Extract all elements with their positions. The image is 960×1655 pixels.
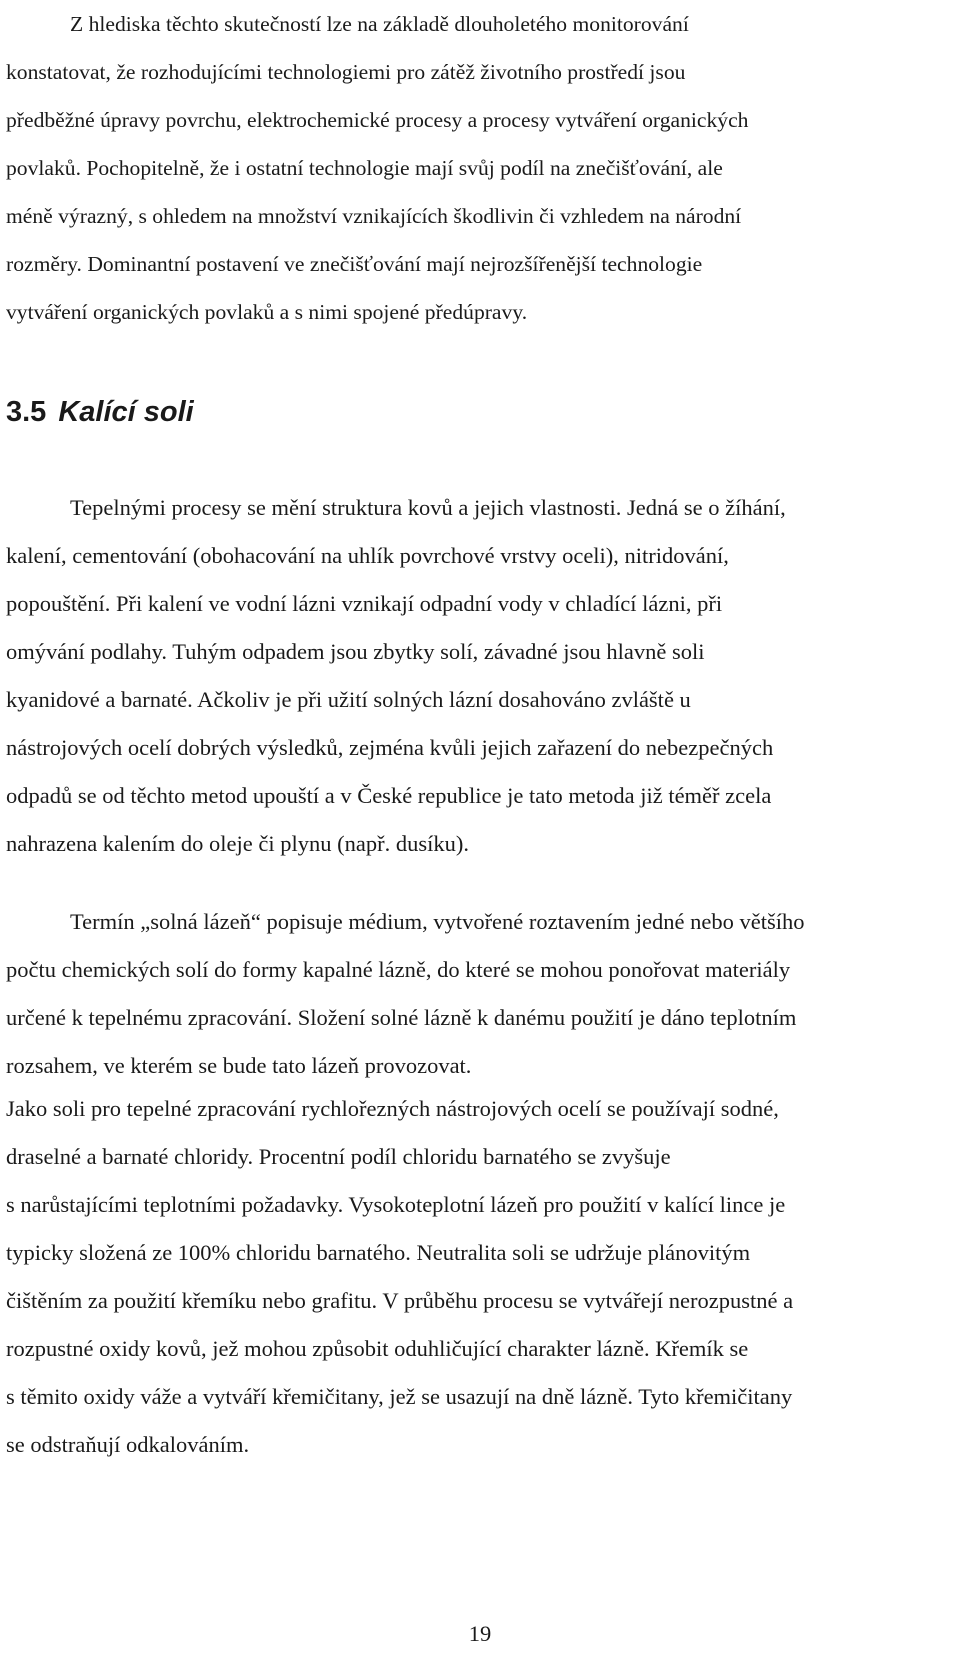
text-line: méně výrazný, s ohledem na množství vznikajících škodlivin či vzhledem na národní <box>6 204 742 228</box>
text-line: odpadů se od těchto metod upouští a v České republice je tato metoda již téměř zcela <box>6 783 772 808</box>
text-line: Jako soli pro tepelné zpracování rychlořezných nástrojových ocelí se používají sodné, <box>6 1096 779 1121</box>
text-line: kalení, cementování (obohacování na uhlík povrchové vrstvy oceli), nitridování, <box>6 543 729 568</box>
paragraph-heat-treatment <box>6 484 954 868</box>
page-number: 19 <box>468 1621 492 1646</box>
paragraph-salt-composition <box>6 1085 954 1469</box>
section-title: Kalící soli <box>58 396 194 428</box>
text-line: Z hlediska těchto skutečností lze na základě dlouholetého monitorování <box>70 12 689 36</box>
text-line: určené k tepelnému zpracování. Složení solné lázně k danému použití je dáno teplotním <box>6 1005 797 1030</box>
text-line: čištěním za použití křemíku nebo grafitu. V průběhu procesu se vytvářejí nerozpustné a <box>6 1288 794 1313</box>
text-line: Tepelnými procesy se mění struktura kovů a jejich vlastnosti. Jedná se o žíhání, <box>70 495 786 520</box>
text-line: draselné a barnaté chloridy. Procentní podíl chloridu barnatého se zvyšuje <box>6 1144 671 1169</box>
paragraph-salt-bath-definition <box>6 898 954 1090</box>
text-line: nahrazena kalením do oleje či plynu (např. dusíku). <box>6 831 469 856</box>
section-number: 3.5 <box>6 396 47 428</box>
text-line: omývání podlahy. Tuhým odpadem jsou zbytky solí, závadné jsou hlavně soli <box>6 639 705 664</box>
text-line: typicky složená ze 100% chloridu barnatého. Neutralita soli se udržuje plánovitým <box>6 1240 751 1265</box>
text-line: rozsahem, ve kterém se bude tato lázeň provozovat. <box>6 1053 472 1078</box>
text-line: se odstraňují odkalováním. <box>6 1432 250 1457</box>
text-line: povlaků. Pochopitelně, že i ostatní technologie mají svůj podíl na znečišťování, ale <box>6 156 723 180</box>
text-line: předběžné úpravy povrchu, elektrochemické procesy a procesy vytváření organických <box>6 108 749 132</box>
text-line: nástrojových ocelí dobrých výsledků, zejména kvůli jejich zařazení do nebezpečných <box>6 735 774 760</box>
text-line: s narůstajícími teplotními požadavky. Vysokoteplotní lázeň pro použití v kalící lince je <box>6 1192 786 1217</box>
section-heading <box>6 392 954 432</box>
text-line: počtu chemických solí do formy kapalné lázně, do které se mohou ponořovat materiály <box>6 957 791 982</box>
text-line: kyanidové a barnaté. Ačkoliv je při užití solných lázní dosahováno zvláště u <box>6 687 691 712</box>
text-line: Termín „solná lázeň“ popisuje médium, vytvořené roztavením jedné nebo většího <box>70 909 805 934</box>
paragraph-monitoring <box>6 0 954 336</box>
text-line: popouštění. Při kalení ve vodní lázni vznikají odpadní vody v chladící lázni, při <box>6 591 723 616</box>
text-line: rozpustné oxidy kovů, jež mohou způsobit oduhličující charakter lázně. Křemík se <box>6 1336 749 1361</box>
text-line: rozměry. Dominantní postavení ve znečišťování mají nejrozšířenější technologie <box>6 252 703 276</box>
text-line: s těmito oxidy váže a vytváří křemičitany, jež se usazují na dně lázně. Tyto křemičitany <box>6 1384 793 1409</box>
text-line: konstatovat, že rozhodujícími technologiemi pro zátěž životního prostředí jsou <box>6 60 686 84</box>
text-line: vytváření organických povlaků a s nimi spojené předúpravy. <box>6 300 528 324</box>
